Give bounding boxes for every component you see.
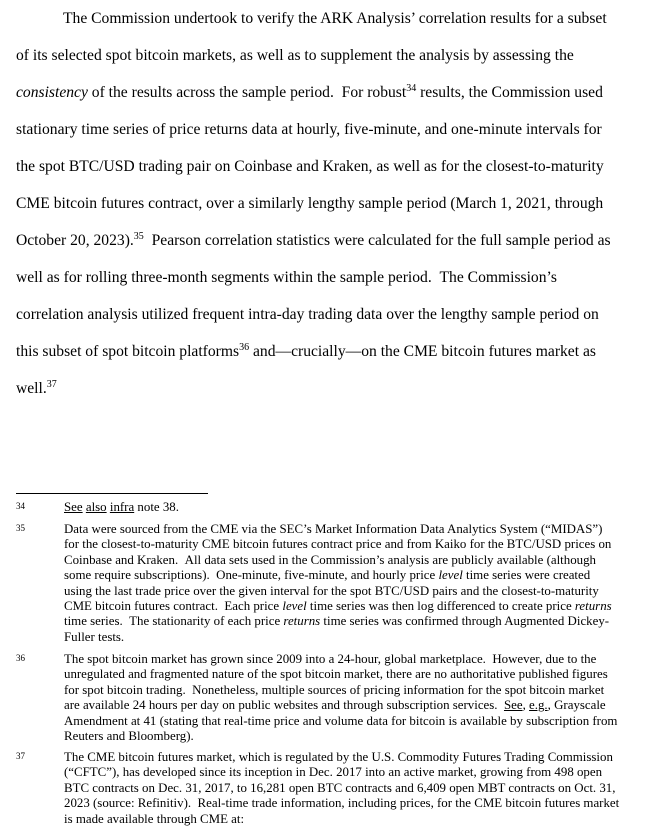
text-line (16, 74, 641, 111)
text-line (64, 765, 641, 780)
text-run: time series were created (462, 568, 591, 583)
text-line (64, 698, 641, 713)
text-run: results, the Commission used (416, 84, 603, 101)
footnote-reference[interactable]: 36 (239, 342, 250, 353)
text-run: of its selected spot bitcoin markets, as well as to supplement the analysis by assessing the (16, 47, 574, 64)
italic-text: returns (283, 614, 321, 629)
text-run: The spot bitcoin market has grown since 2009 into a 24-hour, global marketplace. However, due to the (64, 652, 597, 666)
text-line (64, 729, 641, 744)
footnote-number: 35 (16, 523, 25, 533)
text-line (64, 714, 641, 729)
footnote-34 (16, 500, 641, 515)
text-run: time series. The stationarity of each price (64, 614, 284, 629)
text-run: the spot BTC/USD trading pair on Coinbase and Kraken, as well as for the closest-to-maturity (16, 158, 604, 175)
text-run: , (522, 698, 530, 713)
text-line (16, 37, 641, 74)
footnote-text (64, 750, 641, 827)
footnote-number: 36 (16, 653, 25, 663)
text-line (16, 148, 641, 185)
text-run: and—crucially—on the CME bitcoin futures market as (249, 343, 596, 360)
text-line (64, 683, 641, 698)
text-line (16, 0, 641, 37)
text-line (64, 599, 641, 614)
text-run: for spot bitcoin trading. Nonetheless, multiple sources of pricing information for the spot bitcoin market (64, 682, 605, 697)
citation-signal: See (503, 698, 523, 713)
text-run: Amendment at 41 (stating that real-time price and volume data for bitcoin is available by subscription from (64, 713, 618, 728)
footnote-number: 37 (16, 751, 25, 761)
text-run: correlation analysis utilized frequent intra-day trading data over the lengthy sample period on (16, 306, 599, 323)
text-line (64, 537, 641, 552)
text-run: is made available through CME at: (64, 811, 245, 826)
footnote-text (64, 652, 641, 744)
text-run: , Grayscale (547, 698, 606, 713)
text-run: October 20, 2023). (16, 232, 134, 249)
footnote-35 (16, 522, 641, 645)
text-run: well as for rolling three-month segments within the sample period. The Commission’s (16, 269, 557, 286)
text-line (16, 333, 641, 370)
text-line (16, 370, 641, 407)
footnote-reference[interactable]: 37 (46, 379, 57, 390)
text-run: 2023 (source: Refinitiv). Real-time trade information, including prices, for the CME bitcoin futures market (64, 796, 620, 811)
text-line (16, 296, 641, 333)
text-run: time series was confirmed through Augmented Dickey- (320, 614, 610, 629)
text-run: stationary time series of price returns data at hourly, five-minute, and one-minute intervals for (16, 121, 602, 138)
text-line (64, 614, 641, 629)
text-line (64, 667, 641, 682)
citation-signal: See (64, 500, 83, 514)
main-paragraph (16, 0, 641, 407)
footnote-text (64, 522, 641, 645)
citation-signal: e.g. (529, 698, 548, 713)
footnote-reference[interactable]: 34 (406, 83, 417, 94)
text-run: The Commission undertook to verify the ARK Analysis’ correlation results for a subset (63, 10, 607, 27)
text-run: this subset of spot bitcoin platforms (16, 343, 240, 360)
text-line (64, 630, 641, 645)
text-line (64, 500, 641, 515)
text-run: time series was then log differenced to create price (306, 599, 575, 614)
text-run: CME bitcoin futures contract, over a similarly lengthy sample period (March 1, 2021, through (16, 195, 604, 212)
text-run: some require subscriptions). One-minute, five-minute, and hourly price (64, 568, 439, 583)
text-line (64, 568, 641, 583)
text-run: are available 24 hours per day on public websites and through subscription services. (64, 698, 504, 713)
text-run: of the results across the sample period. For robust (87, 84, 407, 101)
italic-text: consistency (16, 84, 88, 101)
text-line (64, 750, 641, 765)
text-line (64, 553, 641, 568)
text-line (64, 584, 641, 599)
footnote-separator (16, 493, 208, 494)
citation-signal: also (85, 500, 107, 514)
text-line (64, 652, 641, 667)
text-run: BTC contracts on Dec. 31, 2017, to 16,281 open BTC contracts and 6,409 open MBT contracts on Oct. 31, (64, 780, 616, 795)
text-line (16, 185, 641, 222)
text-run: for the closest-to-maturity CME bitcoin futures contract price and from Kaiko for the BTC/USD prices on (64, 537, 612, 552)
text-line (64, 522, 641, 537)
text-run: The CME bitcoin futures market, which is regulated by the U.S. Commodity Futures Trading Commission (64, 750, 613, 764)
footnote-number: 34 (16, 501, 25, 511)
text-line (64, 812, 641, 827)
text-run: Coinbase and Kraken. All data sets used in the Commission’s analysis are publicly available (although (64, 552, 596, 567)
footnote-37 (16, 750, 641, 827)
text-run: (“CFTC”), has developed since its inception in Dec. 2017 into an active market, growing from 498 open (64, 765, 603, 780)
text-run: Pearson correlation statistics were calculated for the full sample period as (143, 232, 611, 249)
text-run: using the last trade price over the given interval for the spot BTC/USD pairs and the closest-to-maturity (64, 583, 599, 598)
text-line (16, 111, 641, 148)
text-run: note 38. (134, 500, 179, 514)
footnote-36 (16, 652, 641, 744)
text-line (64, 796, 641, 811)
text-run: Data were sourced from the CME via the SEC’s Market Information Data Analytics System (“MIDAS”) (64, 522, 603, 536)
text-run: unregulated and fragmented nature of the spot bitcoin market, there are no authoritative published figures (64, 667, 608, 682)
italic-text: level (282, 599, 307, 614)
text-run: CME bitcoin futures contract. Each price (64, 599, 283, 614)
text-run: Fuller tests. (64, 629, 125, 644)
text-line (64, 781, 641, 796)
citation-signal: infra (109, 500, 135, 514)
italic-text: level (438, 568, 463, 583)
text-line (16, 222, 641, 259)
italic-text: returns (574, 599, 612, 614)
text-run: well. (16, 380, 47, 397)
footnote-reference[interactable]: 35 (133, 231, 144, 242)
text-line (16, 259, 641, 296)
footnote-text (64, 500, 641, 515)
text-run: Reuters and Bloomberg). (64, 729, 194, 744)
